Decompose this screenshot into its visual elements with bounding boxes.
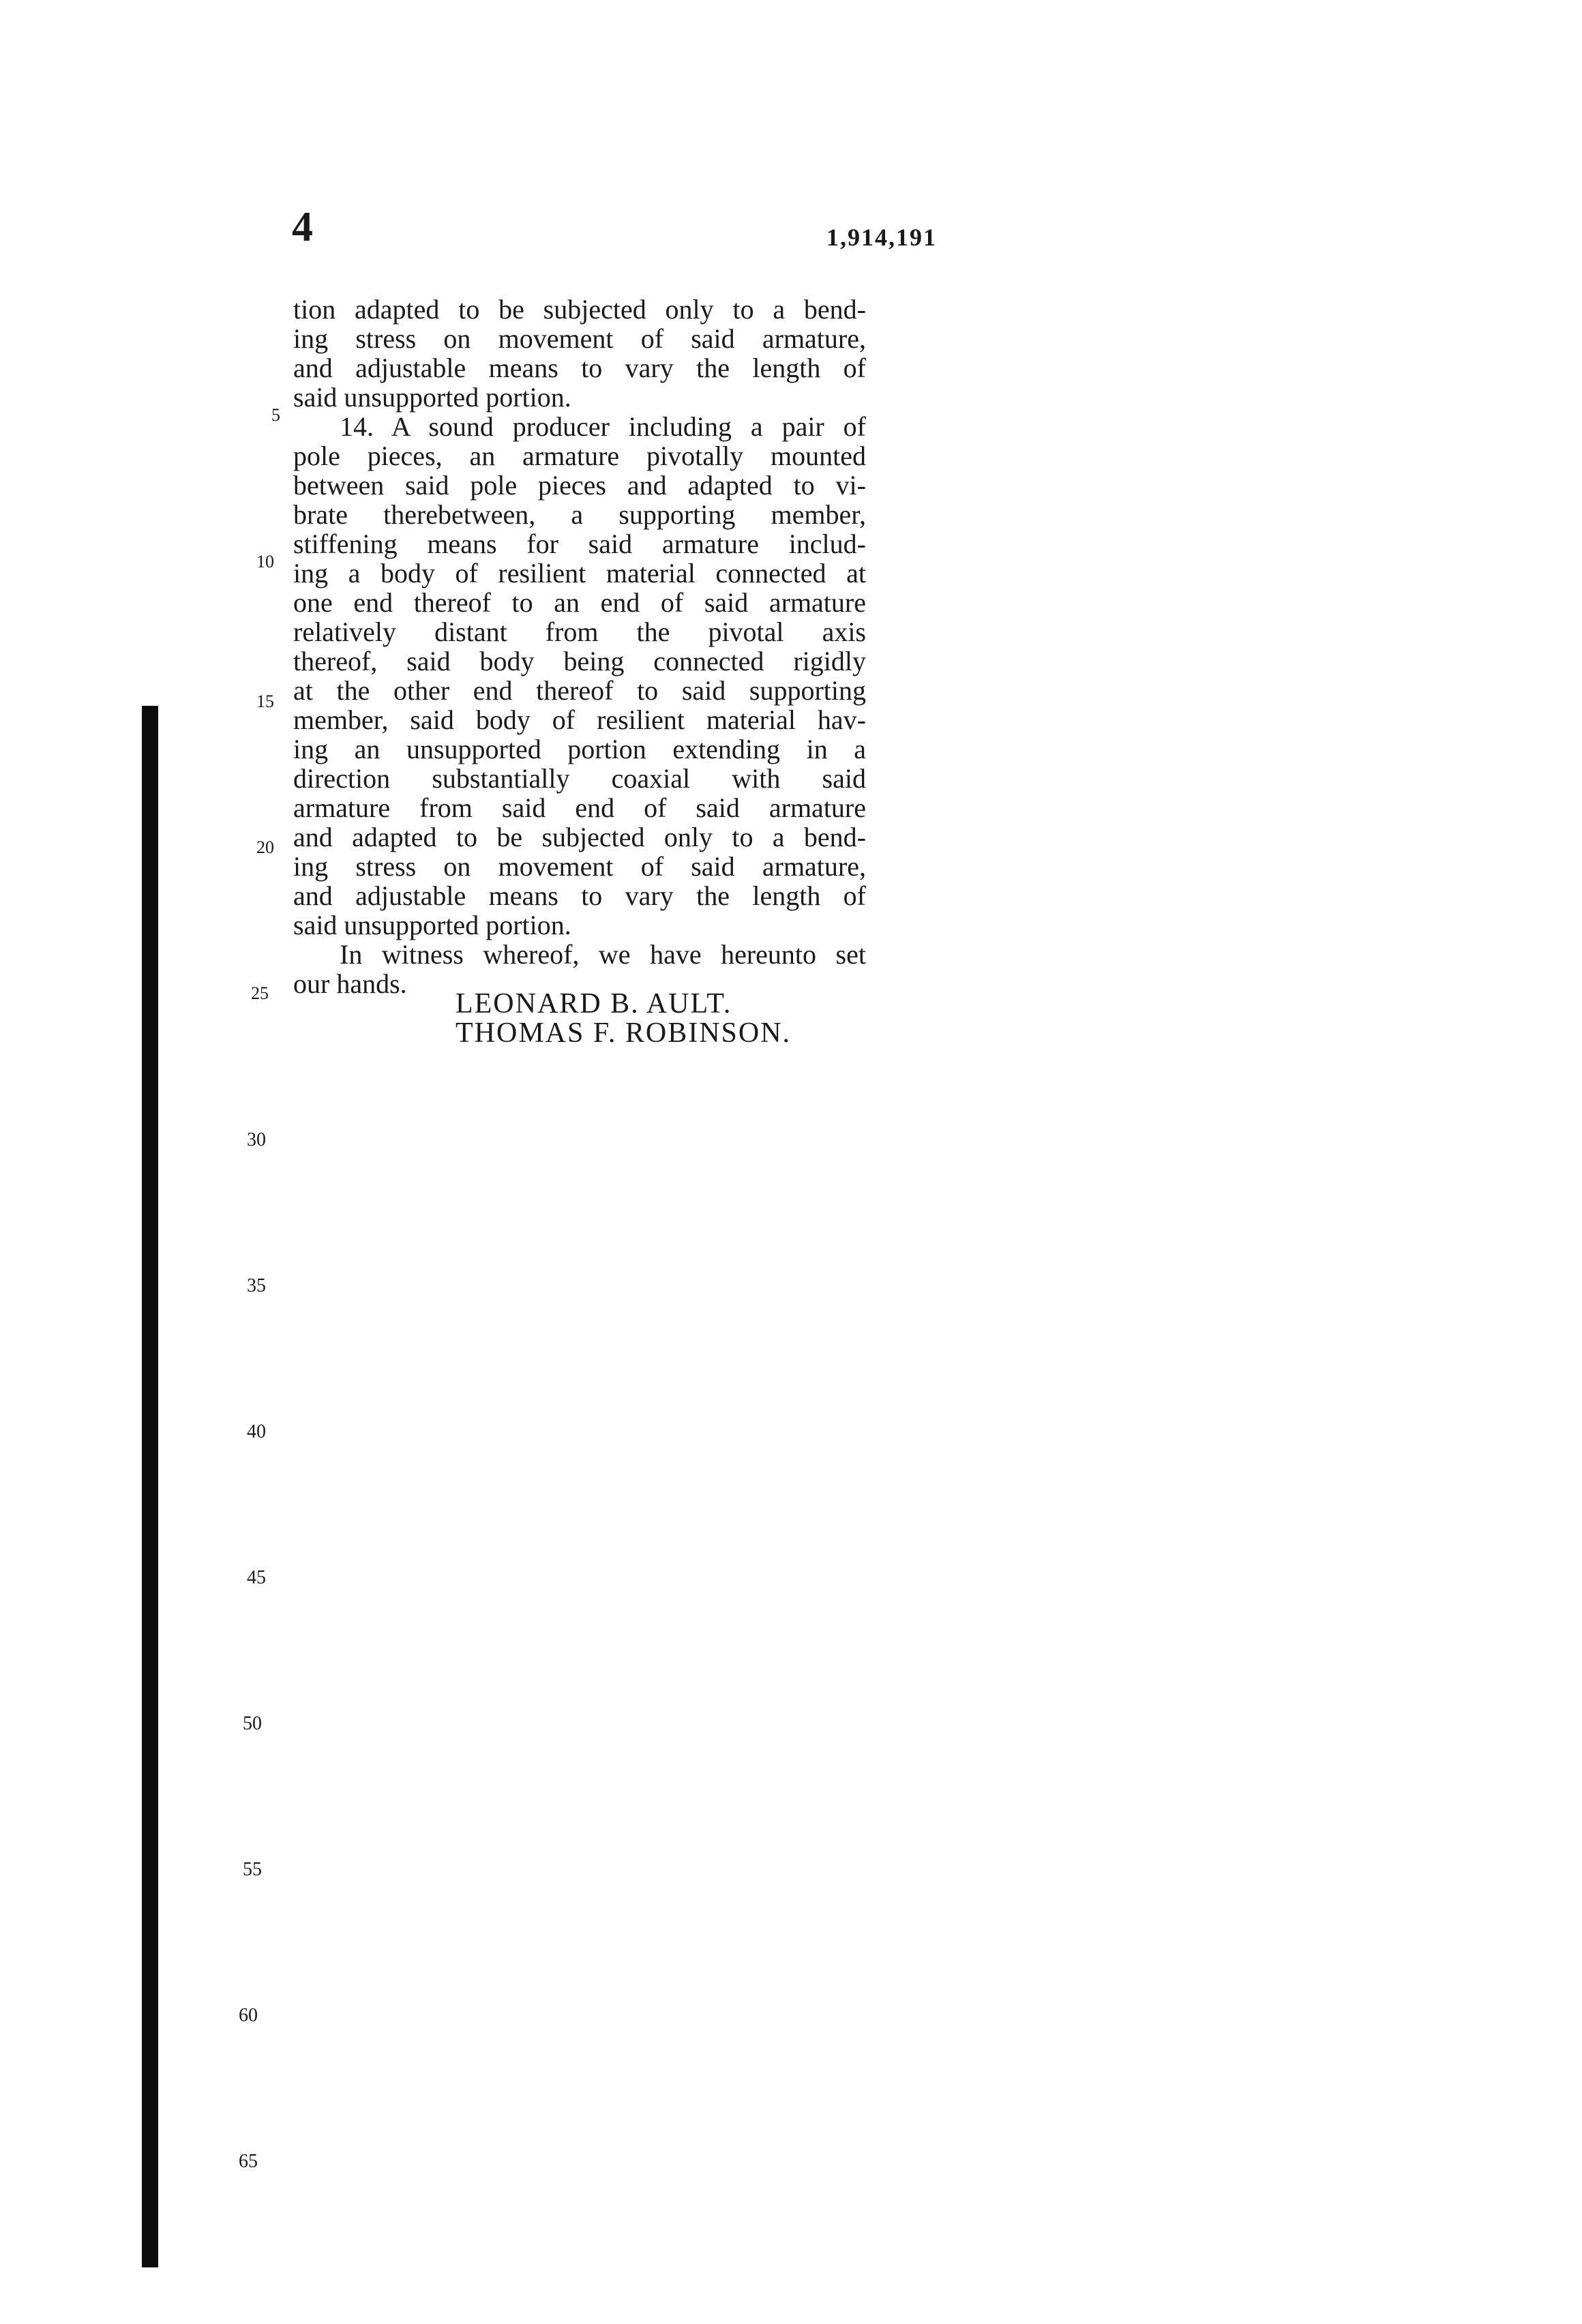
text-line: between said pole pieces and adapted to vi- (293, 470, 866, 501)
text-line: pole pieces, an armature pivotally mounted (293, 441, 866, 471)
line-number: 55 (243, 1859, 262, 1880)
line-number: 15 (256, 691, 274, 711)
text-line: said unsupported portion. (293, 382, 571, 413)
line-number: 40 (247, 1421, 266, 1442)
text-line: ing a body of resilient material connected at (293, 558, 866, 589)
line-number: 20 (256, 837, 274, 857)
text-line: tion adapted to be subjected only to a bend- (293, 294, 866, 325)
text-line: said unsupported portion. (293, 910, 571, 940)
signature-name: THOMAS F. ROBINSON. (456, 1017, 792, 1049)
text-line: and adjustable means to vary the length of (293, 353, 866, 383)
signature-block (456, 989, 791, 1048)
line-number: 35 (247, 1275, 266, 1296)
line-number: 10 (256, 552, 274, 571)
line-number: 65 (239, 2151, 258, 2172)
line-number: 45 (247, 1567, 266, 1588)
text-line: at the other end thereof to said supporting (293, 675, 866, 706)
signature-name: LEONARD B. AULT. (456, 988, 732, 1019)
text-line: relatively distant from the pivotal axis (293, 616, 866, 647)
text-line: 14. A sound producer including a pair of (340, 411, 866, 442)
text-line: one end thereof to an end of said armature (293, 587, 866, 618)
patent-number: 1,914,191 (826, 224, 937, 251)
line-number: 60 (239, 2005, 258, 2026)
binding-edge (142, 706, 158, 2267)
page-number: 4 (292, 204, 313, 250)
text-line: ing stress on movement of said armature, (293, 323, 866, 354)
text-line: In witness whereof, we have hereunto set (340, 939, 866, 970)
text-line: brate therebetween, a supporting member, (293, 499, 866, 530)
text-line: ing an unsupported portion extending in a (293, 734, 866, 764)
text-line: ing stress on movement of said armature, (293, 851, 866, 882)
line-number: 5 (271, 405, 280, 425)
text-line: armature from said end of said armature (293, 792, 866, 823)
text-line: member, said body of resilient material hav- (293, 704, 866, 735)
text-line: and adapted to be subjected only to a bend- (293, 822, 866, 852)
line-number: 25 (251, 983, 269, 1003)
text-line: stiffening means for said armature includ- (293, 528, 866, 559)
text-line: and adjustable means to vary the length of (293, 880, 866, 911)
line-number: 50 (243, 1713, 262, 1734)
line-number: 30 (247, 1129, 266, 1150)
body-column (293, 295, 866, 998)
text-line: thereof, said body being connected rigidly (293, 646, 866, 676)
text-line: direction substantially coaxial with said (293, 763, 866, 794)
text-line: our hands. (293, 968, 407, 999)
